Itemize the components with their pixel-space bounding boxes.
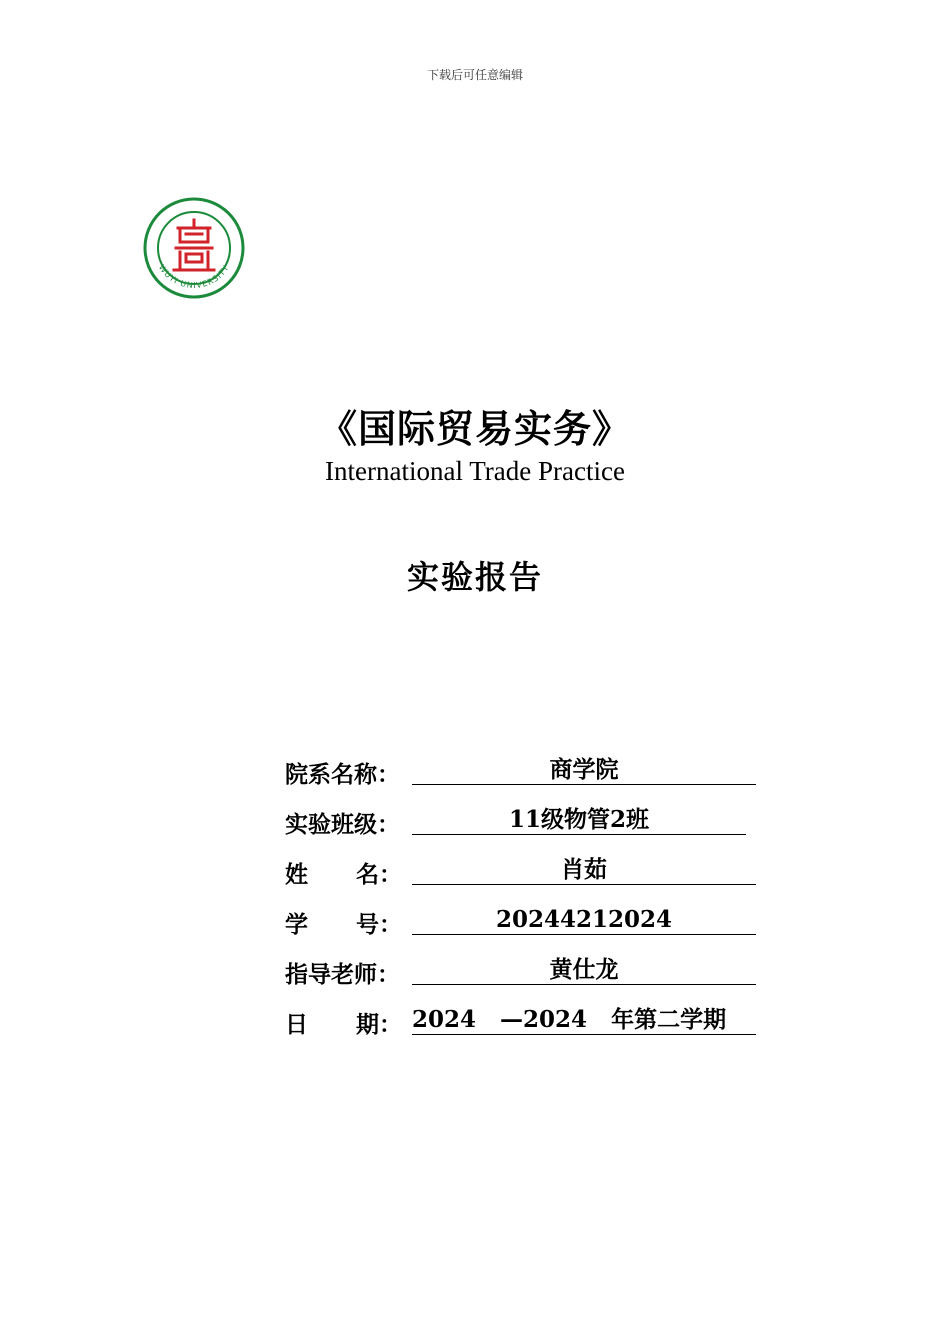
header-note: 下载后可任意编辑: [426, 68, 523, 82]
university-logo-icon: [140, 196, 248, 300]
logo-bottom-text: WUYI UNIVERSITY: [156, 263, 232, 291]
field-label: 姓 名：: [285, 861, 403, 888]
student-info-block: [285, 756, 765, 1056]
field-row-class: [285, 806, 765, 856]
field-value-student-id: 20244212024: [412, 906, 756, 935]
field-value-name: 肖茹: [412, 856, 756, 885]
field-row-department: [285, 756, 765, 806]
field-label: 指导老师：: [285, 961, 400, 988]
svg-text:WUYI UNIVERSITY: [157, 263, 231, 290]
document-title-cn: 《国际贸易实务》: [318, 406, 631, 451]
field-label: 日 期：: [285, 1011, 403, 1038]
field-row-date: [285, 1006, 765, 1056]
field-row-instructor: [285, 956, 765, 1006]
field-value-department: 商学院: [412, 756, 756, 785]
field-label: 实验班级：: [285, 811, 400, 838]
report-subtitle: 实验报告: [406, 558, 543, 596]
field-value-instructor: 黄仕龙: [412, 956, 756, 985]
field-row-student-id: [285, 906, 765, 956]
document-title-en: International Trade Practice: [325, 456, 625, 486]
field-label: 学 号：: [285, 911, 403, 938]
field-value-class: 11级物管2班: [412, 806, 746, 835]
field-value-date: 2024 —2024 年第二学期: [412, 1006, 756, 1035]
field-label: 院系名称：: [285, 761, 400, 788]
field-row-name: [285, 856, 765, 906]
